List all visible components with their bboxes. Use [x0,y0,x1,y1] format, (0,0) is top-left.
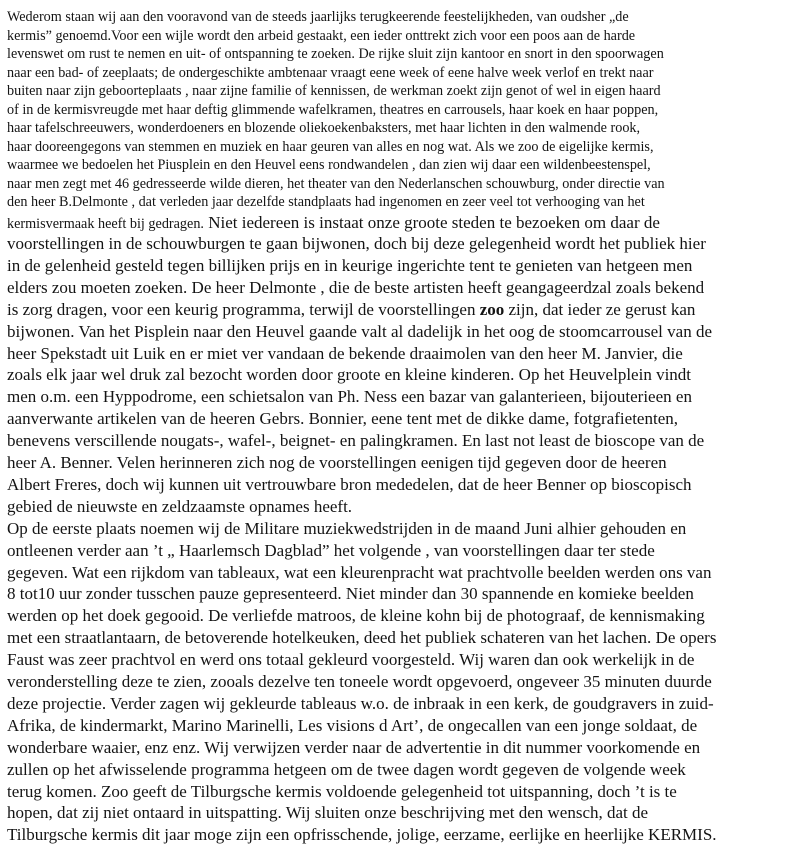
bold-word: zoo [479,299,505,319]
text-segment: is zorg dragen, voor een keurig programma, terwijl de voorstellingen [7,299,480,319]
text-line: Op de eerste plaats noemen wij de Militare muziekwedstrijden in de maand Juni alhier gehouden en [7,518,687,538]
text-line: hopen, dat zij niet ontaard in uitspatting. Wij sluiten onze beschrijving met den wensch, dat de [7,803,649,823]
text-line: zullen op het afwisselende programma hetgeen om de twee dagen wordt gegeven de volgende week [7,759,686,779]
text-line: werden op het doek gegooid. De verliefde matroos, de kleine kohn bij de photograaf, de kennismaking [7,606,705,626]
text-line: 8 tot10 uur zonder tusschen pauze gepresenteerd. Niet minder dan 30 spannende en komieke beelden [7,584,694,604]
text-line: Faust was zeer prachtvol en werd ons totaal gekleurd voorgesteld. Wij waren dan ook werkelijk in de [7,650,695,670]
text-line: met een straatlantaarn, de betoverende hotelkeuken, deed het publiek schateren van het lachen. De opers [7,628,717,648]
text-line: gegeven. Wat een rijkdom van tableaux, wat een kleurenpracht wat prachtvolle beelden werden ons van [7,562,712,582]
text-line: waarmee we bedoelen het Piusplein en den Heuvel eens rondwandelen , dan zien wij daar een wildenbeestenspel, [7,157,651,173]
text-line: terug komen. Zoo geeft de Tilburgsche kermis voldoende gelegenheid tot uitspanning, doch ’t is te [7,781,677,801]
text-line: of in de kermisvreugde met haar deftig glimmende wafelkramen, theatres en carrousels, haar koek en haar poppen, [7,101,659,118]
text-line: Afrika, de kindermarkt, Marino Marinelli, Les visions d Art’, de ongecallen van een jonge soldaat, de [7,715,698,735]
text-line: gebied de nieuwste en zeldzaamste opnames heeft. [7,496,353,516]
text-line: heer A. Benner. Velen herinneren zich nog de voorstellingen eenigen tijd gegeven door de heeren [7,453,667,472]
text-line: men o.m. een Hyppodrome, een schietsalon van Ph. Ness een bazar van galanterieen, bijouterieen en [7,387,692,407]
text-segment: Niet iedereen is instaat onze groote steden te bezoeken om daar de [203,212,660,232]
text-line: Tilburgsche kermis dit jaar moge zijn een opfrisschende, jolige, eerzame, eerlijke en heerlijke KERMIS. [7,825,717,844]
text-line: aanverwante artikelen van de heeren Gebrs. Bonnier, eene tent met de dikke dame, fotgrafietenten, [7,409,678,429]
text-segment: kermisvermaak heeft bij gedragen. [7,215,204,232]
text-line: naar een bad- of zeeplaats; de ondergeschikte ambtenaar vraagt eene week of eene halve week verlof en trekt naar [7,64,654,81]
text-segment: zijn, dat ieder ze gerust kan [504,299,696,319]
text-line: haar tafelschreeuwers, wonderdoeners en blozende oliekoekenbaksters, met haar lichten in den walmende rook, [7,120,641,136]
text-line-mixed [7,214,660,231]
text-line: ontleenen verder aan ’t „ Haarlemsch Dagblad” het volgende , van voorstellingen daar ter stede [7,540,655,560]
text-line: voorstellingen in de schouwburgen te gaan bijwonen, doch bij deze gelegenheid wordt het publiek hier [7,234,706,253]
text-line-mixed [7,301,695,318]
text-line: heer Spekstadt uit Luik en er miet ver vandaan de bekende draaimolen van den heer M. Janvier, die [7,343,683,363]
text-line: Wederom staan wij aan den vooravond van de steeds jaarlijks terugkeerende feestelijkheden, van oudsher „de [7,9,629,25]
text-line: bijwonen. Van het Pisplein naar den Heuvel gaande valt al dadelijk in het oog de stoomcarrousel van de [7,321,712,341]
text-line: haar dooreengegons van stemmen en muziek en haar geuren van alles en nog wat. Als we zoo de eigelijke kermis, [7,138,654,155]
text-line: kermis” genoemd.Voor een wijle wordt den arbeid gestaakt, een ieder onttrekt zich voor een poos aan de harde [7,27,636,44]
text-line: veronderstelling deze te zien, zooals dezelve ten toneele wordt opgevoerd, ongeveer 35 minuten duurde [7,672,712,691]
text-line: elders zou moeten zoeken. De heer Delmonte , die de beste artisten heeft geangageerdzal zoals bekend [7,277,705,297]
text-line: zoals elk jaar wel druk zal bezocht worden door groote en kleine kinderen. Op het Heuvelplein vindt [7,365,692,385]
text-line: Albert Freres, doch wij kunnen uit vertrouwbare bron mededelen, dat de heer Benner op bioscopisch [7,474,692,494]
text-line: wonderbare waaier, enz enz. Wij verwijzen verder naar de advertentie in dit nummer voorkomende en [7,737,701,757]
text-line: deze projectie. Verder zagen wij gekleurde tableaus w.o. de inbraak in een kerk, de goudgravers in zuid- [7,693,714,713]
text-line: in de gelenheid gesteld tegen billijken prijs en in keurige ingerichte tent te genieten van hetgeen men [7,255,693,275]
text-line: den heer B.Delmonte , dat verleden jaar dezelfde standplaats had ingenomen en zeer veel tot verhooging van het [7,194,645,210]
text-line: buiten naar zijn geboorteplaats , naar zijne familie of kennissen, de werkman zoekt zijn genot of wel in eigen haard [7,83,661,99]
text-line: benevens verscillende nougats-, wafel-, beignet- en palingkramen. En last not least de bioscope van de [7,431,705,451]
text-line: naar men zegt met 46 gedresseerde wilde dieren, het theater van den Nederlanschen schouwburg, onder directie van [7,175,665,192]
text-line: levenswet om rust te nemen en uit- of ontspanning te zoeken. De rijke sluit zijn kantoor en snort in den spoorwagen [7,46,664,62]
